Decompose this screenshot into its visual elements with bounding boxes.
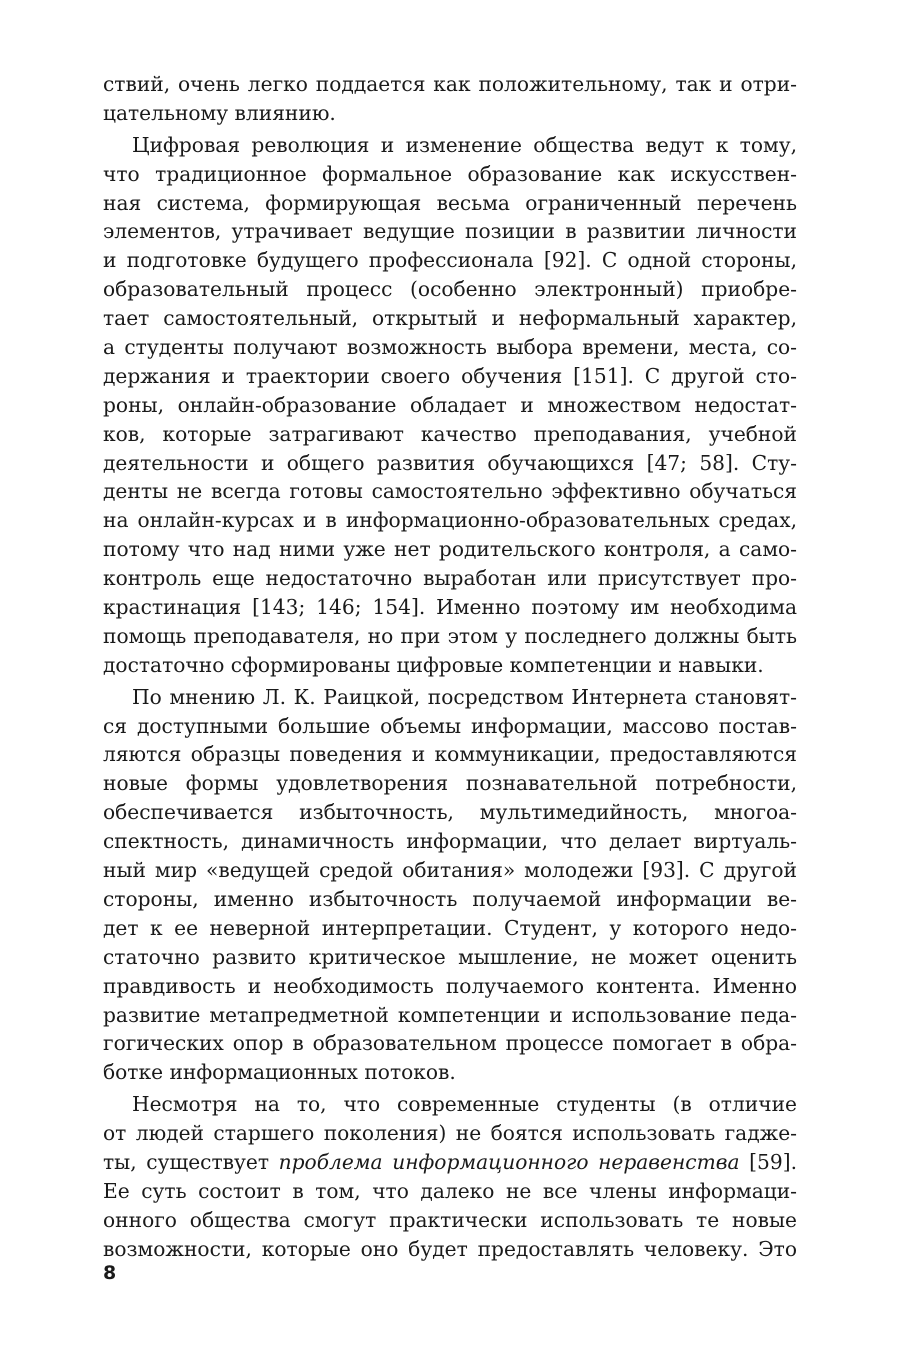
text-line: По мнению Л. К. Раицкой, посредством Интернета становят- (132, 684, 797, 709)
text-line: и подготовке будущего профессионала [92]. С одной стороны, (103, 248, 797, 273)
paragraph-2 (103, 131, 797, 680)
text-line: гогических опор в образовательном процессе помогает в обра- (103, 1031, 797, 1056)
text-line: потому что над ними уже нет родительского контроля, а само- (103, 537, 797, 562)
text-line: спектность, динамичность информации, что делает виртуаль- (103, 829, 797, 854)
text-line: развитие метапредметной компетенции и использование педа- (103, 1002, 797, 1027)
text-line: цательному влиянию. (103, 100, 336, 125)
text-line: ботке информационных потоков. (103, 1060, 456, 1085)
text-line: элементов, утрачивает ведущие позиции в развитии личности (103, 219, 797, 244)
text-line: дет к ее неверной интерпретации. Студент, у которого недо- (103, 915, 797, 940)
page-number: 8 (103, 1262, 117, 1284)
paragraph-1 (103, 70, 797, 128)
text-line: стороны, именно избыточность получаемой информации ве- (103, 886, 797, 911)
text-line: держания и траектории своего обучения [151]. С другой сто- (103, 363, 797, 388)
text-line: ся доступными большие объемы информации, массово постав- (103, 713, 797, 738)
text-line: тает самостоятельный, открытый и неформальный характер, (103, 306, 797, 331)
text-line: ная система, формирующая весьма ограниченный перечень (103, 190, 797, 215)
text-line: новые формы удовлетворения познавательной потребности, (103, 771, 797, 796)
text-line: крастинация [143; 146; 154]. Именно поэтому им необходима (103, 595, 797, 620)
text-line: от людей старшего поколения) не боятся использовать гадже- (103, 1121, 797, 1146)
text-line: достаточно сформированы цифровые компетенции и навыки. (103, 652, 764, 677)
page-body (103, 70, 797, 1267)
text-line: онного общества смогут практически использовать те новые (103, 1207, 797, 1232)
text-line: помощь преподавателя, но при этом у последнего должны быть (103, 623, 797, 648)
text-line: Ее суть состоит в том, что далеко не все члены информаци- (103, 1178, 797, 1203)
text-line: возможности, которые оно будет предоставлять человеку. Это (103, 1236, 797, 1261)
paragraph-4 (103, 1090, 797, 1263)
text-line: денты не всегда готовы самостоятельно эффективно обучаться (103, 479, 797, 504)
text-line: образовательный процесс (особенно электронный) приобре- (103, 277, 797, 302)
text-line: ствий, очень легко поддается как положительному, так и отри- (103, 72, 797, 96)
text-line: ков, которые затрагивают качество преподавания, учебной (103, 421, 797, 446)
text-line: обеспечивается избыточность, мультимедийность, многоа- (103, 800, 797, 825)
text-line: Цифровая революция и изменение общества ведут к тому, (132, 132, 797, 157)
text-line: ный мир «ведущей средой обитания» молодежи [93]. С другой (103, 858, 797, 883)
text-line: а студенты получают возможность выбора времени, места, со- (103, 335, 797, 360)
text-line: роны, онлайн-образование обладает и множеством недостат- (103, 392, 797, 417)
text-line: что традиционное формальное образование как искусствен- (103, 161, 797, 186)
text-line: статочно развито критическое мышление, не может оценить (103, 944, 797, 969)
text-line: деятельности и общего развития обучающихся [47; 58]. Сту- (103, 450, 797, 475)
text-fragment: [59]. (739, 1149, 797, 1174)
paragraph-3 (103, 683, 797, 1087)
text-line: Несмотря на то, что современные студенты (в отличие (132, 1092, 797, 1117)
text-line: на онлайн-курсах и в информационно-образовательных средах, (103, 508, 797, 533)
text-line-with-emphasis (103, 1148, 797, 1177)
text-line: контроль еще недостаточно выработан или присутствует про- (103, 566, 797, 591)
text-line: правдивость и необходимость получаемого контента. Именно (103, 973, 797, 998)
text-line: ляются образцы поведения и коммуникации, предоставляются (103, 742, 797, 767)
text-fragment: ты, существует (103, 1149, 279, 1174)
emphasized-term: проблема информационного неравенства (278, 1149, 740, 1174)
